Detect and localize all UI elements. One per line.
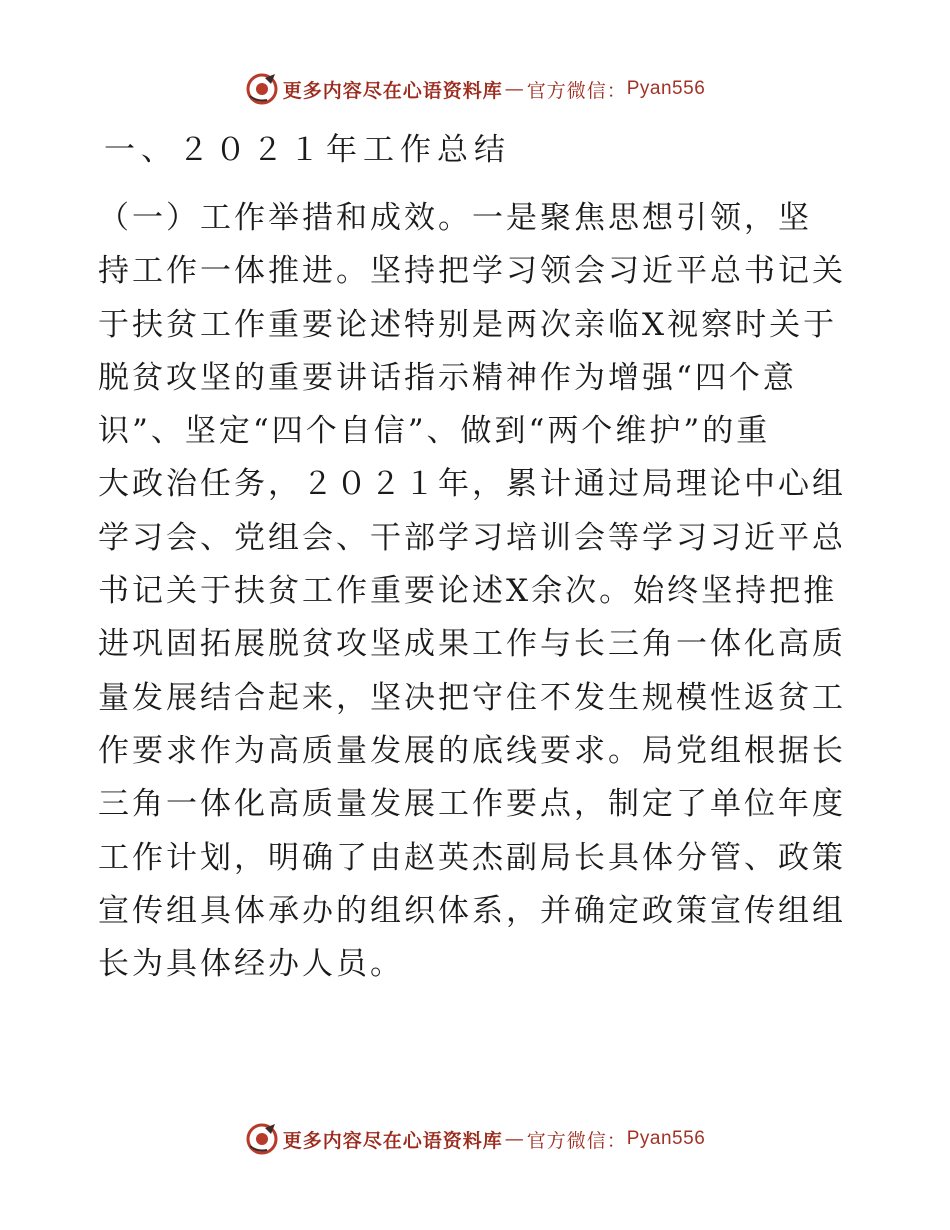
banner-separator: — bbox=[504, 78, 525, 100]
brand-logo-icon bbox=[245, 1122, 279, 1156]
footer-watermark-banner bbox=[0, 1122, 950, 1156]
section-heading: 一、２０２１年工作总结 bbox=[104, 132, 511, 168]
banner-wechat-id: Pyan556 bbox=[626, 1128, 706, 1149]
paragraph-line: （一）工作举措和成效。一是聚焦思想引领，坚 bbox=[98, 200, 812, 236]
banner-official-label: 官方微信： bbox=[526, 79, 627, 102]
paragraph-line: 于扶贫工作重要论述特别是两次亲临X视察时关于 bbox=[98, 306, 838, 343]
banner-wechat-id: Pyan556 bbox=[626, 78, 706, 99]
paragraph-line: 进巩固拓展脱贫攻坚成果工作与长三角一体化高质 bbox=[98, 626, 846, 663]
body-paragraph bbox=[98, 192, 858, 991]
header-watermark-banner bbox=[0, 72, 950, 106]
banner-promo-text: 更多内容尽在心语资料库 bbox=[282, 79, 503, 102]
banner-official-label: 官方微信： bbox=[526, 1129, 627, 1152]
paragraph-line: 持工作一体推进。坚持把学习领会习近平总书记关 bbox=[98, 253, 846, 290]
paragraph-line: 作要求作为高质量发展的底线要求。局党组根据长 bbox=[98, 732, 846, 769]
banner-promo-text: 更多内容尽在心语资料库 bbox=[282, 1129, 503, 1152]
paragraph-line: 三角一体化高质量发展工作要点，制定了单位年度 bbox=[98, 786, 846, 823]
banner-separator: — bbox=[504, 1128, 525, 1150]
paragraph-line: 大政治任务，２０２１年，累计通过局理论中心组 bbox=[98, 466, 846, 503]
paragraph-line: 宣传组具体承办的组织体系，并确定政策宣传组组 bbox=[98, 892, 846, 929]
paragraph-line: 量发展结合起来，坚决把守住不发生规模性返贫工 bbox=[98, 679, 846, 716]
paragraph-line: 工作计划，明确了由赵英杰副局长具体分管、政策 bbox=[98, 839, 846, 876]
paragraph-line: 识”、坚定“四个自信”、做到“两个维护”的重 bbox=[98, 413, 771, 450]
paragraph-line: 长为具体经办人员。 bbox=[98, 946, 404, 983]
brand-logo-icon bbox=[245, 72, 279, 106]
paragraph-line: 书记关于扶贫工作重要论述X余次。始终坚持把推 bbox=[98, 573, 838, 610]
paragraph-line: 学习会、党组会、干部学习培训会等学习习近平总 bbox=[98, 519, 846, 556]
paragraph-line: 脱贫攻坚的重要讲话指示精神作为增强“四个意 bbox=[98, 359, 797, 396]
